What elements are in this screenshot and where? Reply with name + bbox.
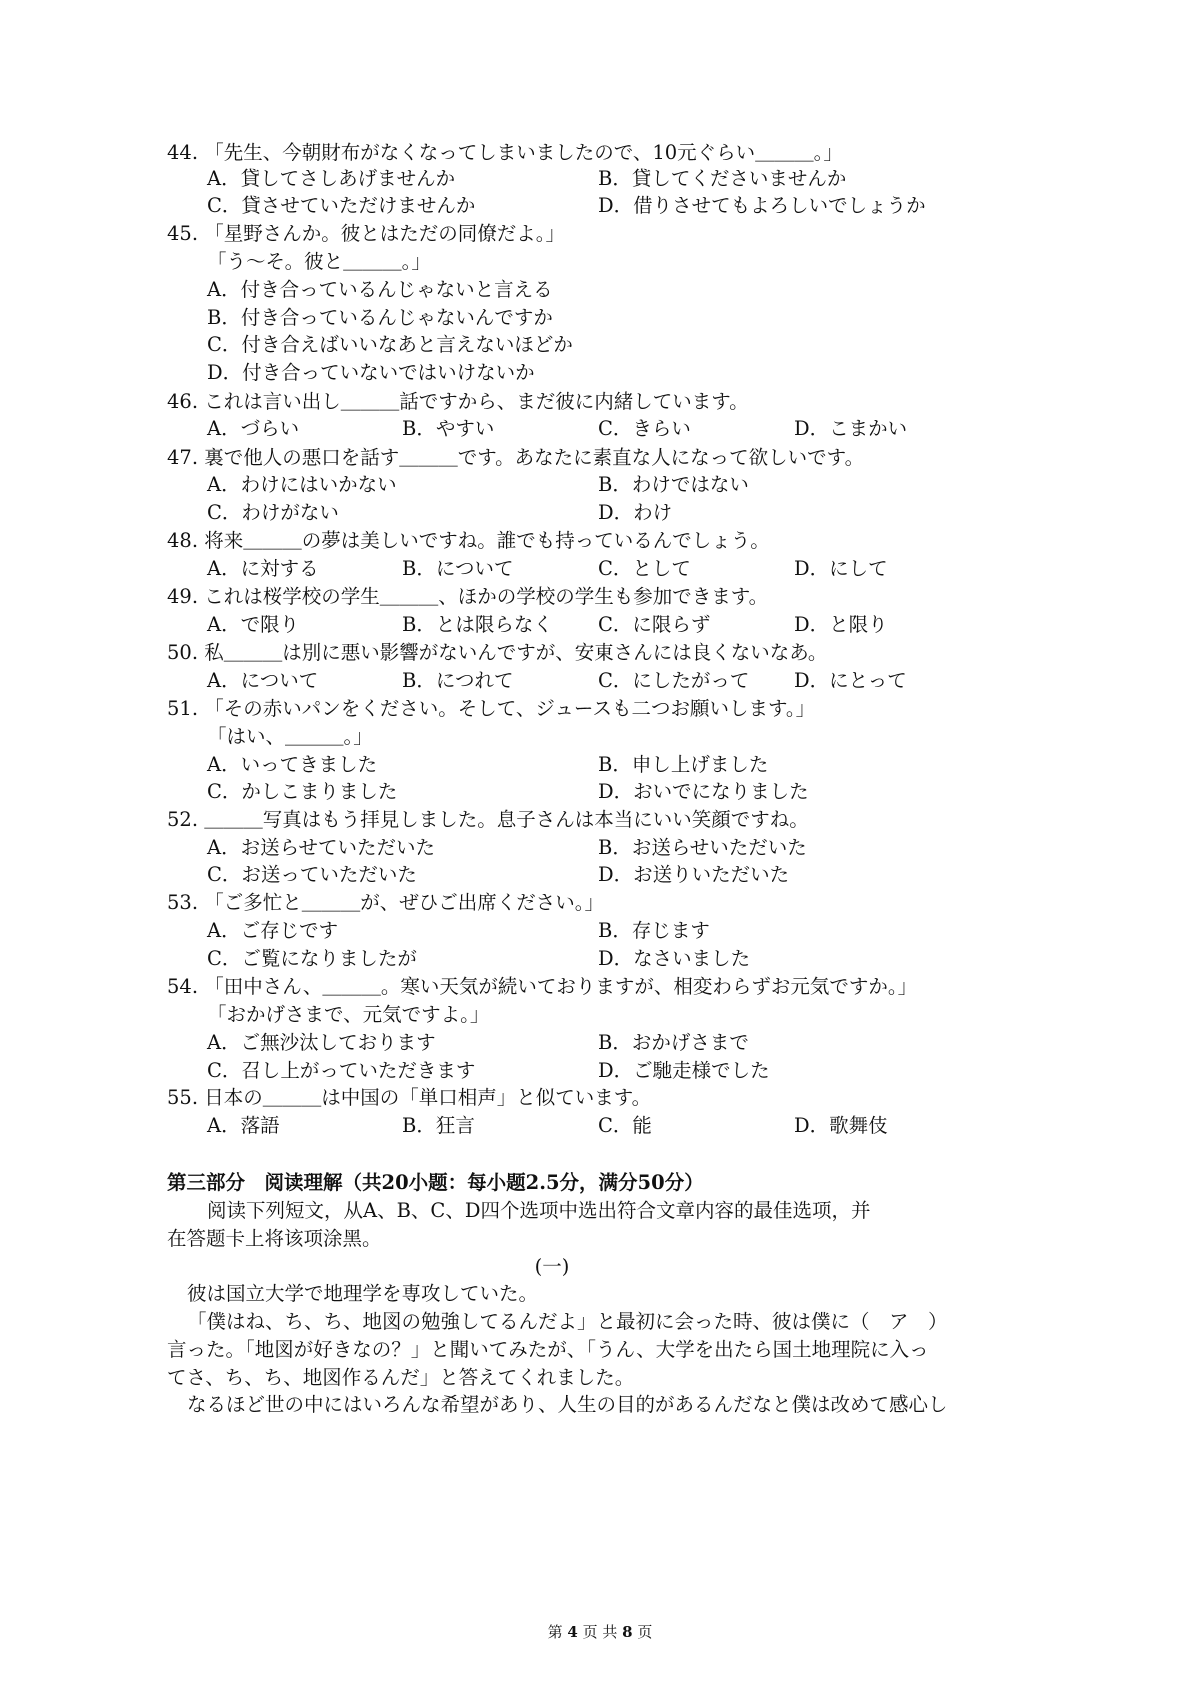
footer-middle: 页 共 xyxy=(582,1623,618,1641)
section-instruction-line-1: 阅读下列短文，从A、B、C、D四个选项中选出符合文章内容的最佳选项，并 xyxy=(207,1199,871,1222)
question-55-option-d: D．歌舞伎 xyxy=(794,1114,888,1137)
question-53-stem: 53. 「ご多忙と＿＿＿が、ぜひご出席ください。」 xyxy=(167,891,604,914)
question-51-stem: 51. 「その赤いパンをください。そして、ジュースも二つお願いします。」 xyxy=(167,697,816,720)
footer-prefix: 第 xyxy=(547,1623,563,1641)
question-55-option-a: A．落語 xyxy=(207,1114,280,1137)
question-49-option-d: D．と限り xyxy=(794,613,888,636)
question-45-option-b: B．付き合っているんじゃないんですか xyxy=(207,306,553,329)
question-54-option-c: C．召し上がっていただきます xyxy=(207,1059,476,1082)
question-44-option-b: B．貸してくださいませんか xyxy=(598,167,847,190)
question-47-option-a: A．わけにはいかない xyxy=(207,473,397,496)
question-48-stem: 48. 将来＿＿＿の夢は美しいですね。誰でも持っているんでしょう。 xyxy=(167,529,770,552)
question-44-option-a: A．貸してさしあげませんか xyxy=(207,167,456,190)
question-49-option-a: A．で限り xyxy=(207,613,300,636)
question-47-option-b: B．わけではない xyxy=(598,473,749,496)
question-46-option-d: D．こまかい xyxy=(794,417,908,440)
section-title: 第三部分 阅读理解（共20小题：每小题2.5分，满分50分） xyxy=(167,1171,704,1194)
footer-page-number: 4 xyxy=(567,1623,578,1641)
question-44-option-d: D．借りさせてもよろしいでしょうか xyxy=(598,194,926,217)
question-54-option-d: D．ご馳走様でした xyxy=(598,1059,770,1082)
passage-line-4: てさ、ち、ち、地図作るんだ」と答えてくれました。 xyxy=(167,1366,635,1389)
question-45-option-a: A．付き合っているんじゃないと言える xyxy=(207,278,553,301)
passage-line-5: なるほど世の中にはいろんな希望があり、人生の目的があるんだなと僕は改めて感心し xyxy=(187,1393,948,1416)
question-46-stem: 46. これは言い出し＿＿＿話ですから、まだ彼に内緒しています。 xyxy=(167,390,749,413)
question-53-option-b: B．存じます xyxy=(598,919,710,942)
question-52-option-d: D．お送りいただいた xyxy=(598,863,790,886)
question-45-stem: 45. 「星野さんか。彼とはただの同僚だよ。」 xyxy=(167,222,565,245)
page-footer xyxy=(0,1622,1200,1642)
question-45-reply: 「う～そ。彼と＿＿＿。」 xyxy=(207,250,431,273)
passage-label: (一) xyxy=(534,1255,570,1278)
question-54-option-b: B．おかげさまで xyxy=(598,1031,749,1054)
section-instruction-line-2: 在答题卡上将该项涂黑。 xyxy=(167,1227,382,1250)
question-54-option-a: A．ご無沙汰しております xyxy=(207,1031,436,1054)
question-48-option-a: A．に対する xyxy=(207,557,319,580)
question-45-option-d: D．付き合っていないではいけないか xyxy=(207,361,535,384)
question-46-option-a: A．づらい xyxy=(207,417,300,440)
question-44-stem: 44. 「先生、今朝財布がなくなってしまいましたので、10元ぐらい＿＿＿。」 xyxy=(167,141,843,164)
question-47-option-c: C．わけがない xyxy=(207,501,339,524)
question-50-option-c: C．にしたがって xyxy=(598,669,750,692)
question-51-option-d: D．おいでになりました xyxy=(598,780,809,803)
passage-line-2: 「僕はね、ち、ち、地図の勉強してるんだよ」と最初に会った時、彼は僕に（ ア ） xyxy=(187,1310,948,1333)
question-49-option-b: B．とは限らなく xyxy=(402,613,553,636)
question-50-stem: 50. 私＿＿＿は別に悪い影響がないんですが、安東さんには良くないなあ。 xyxy=(167,641,828,664)
question-52-option-a: A．お送らせていただいた xyxy=(207,836,435,859)
question-48-option-b: B．について xyxy=(402,557,514,580)
passage-line-3: 言った。「地図が好きなの？」と聞いてみたが、「うん、大学を出たら国土地理院に入っ xyxy=(167,1338,929,1361)
question-54-stem: 54. 「田中さん、＿＿＿。寒い天気が続いておりますが、相変わらずお元気ですか。」 xyxy=(167,975,918,998)
question-52-option-c: C．お送っていただいた xyxy=(207,863,417,886)
question-49-option-c: C．に限らず xyxy=(598,613,711,636)
question-45-option-c: C．付き合えばいいなあと言えないほどか xyxy=(207,333,573,356)
question-51-option-c: C．かしこまりました xyxy=(207,780,398,803)
footer-suffix: 页 xyxy=(637,1623,653,1641)
question-53-option-a: A．ご存じです xyxy=(207,919,339,942)
question-55-stem: 55. 日本の＿＿＿は中国の「単口相声」と似ています。 xyxy=(167,1086,652,1109)
question-53-option-d: D．なさいました xyxy=(598,947,751,970)
question-46-option-b: B．やすい xyxy=(402,417,495,440)
question-48-option-c: C．として xyxy=(598,557,691,580)
question-52-option-b: B．お送らせいただいた xyxy=(598,836,807,859)
question-47-option-d: D．わけ xyxy=(598,501,673,524)
question-55-option-c: C．能 xyxy=(598,1114,652,1137)
question-49-stem: 49. これは桜学校の学生＿＿＿、ほかの学校の学生も参加できます。 xyxy=(167,585,769,608)
footer-total-pages: 8 xyxy=(622,1623,633,1641)
question-53-option-c: C．ご覧になりましたが xyxy=(207,947,417,970)
question-47-stem: 47. 裏で他人の悪口を話す＿＿＿です。あなたに素直な人になって欲しいです。 xyxy=(167,446,865,469)
question-52-stem: 52. ＿＿＿写真はもう拝見しました。息子さんは本当にいい笑顔ですね。 xyxy=(167,808,809,831)
question-51-option-b: B．申し上げました xyxy=(598,753,769,776)
question-48-option-d: D．にして xyxy=(794,557,888,580)
question-46-option-c: C．きらい xyxy=(598,417,691,440)
passage-line-1: 彼は国立大学で地理学を専攻していた。 xyxy=(187,1282,539,1305)
question-50-option-b: B．につれて xyxy=(402,669,514,692)
question-55-option-b: B．狂言 xyxy=(402,1114,475,1137)
question-50-option-a: A．について xyxy=(207,669,319,692)
question-50-option-d: D．にとって xyxy=(794,669,907,692)
question-54-reply: 「おかげさまで、元気ですよ。」 xyxy=(207,1003,490,1026)
question-51-option-a: A．いってきました xyxy=(207,753,378,776)
question-51-reply: 「はい、＿＿＿。」 xyxy=(207,725,373,748)
question-44-option-c: C．貸させていただけませんか xyxy=(207,194,476,217)
